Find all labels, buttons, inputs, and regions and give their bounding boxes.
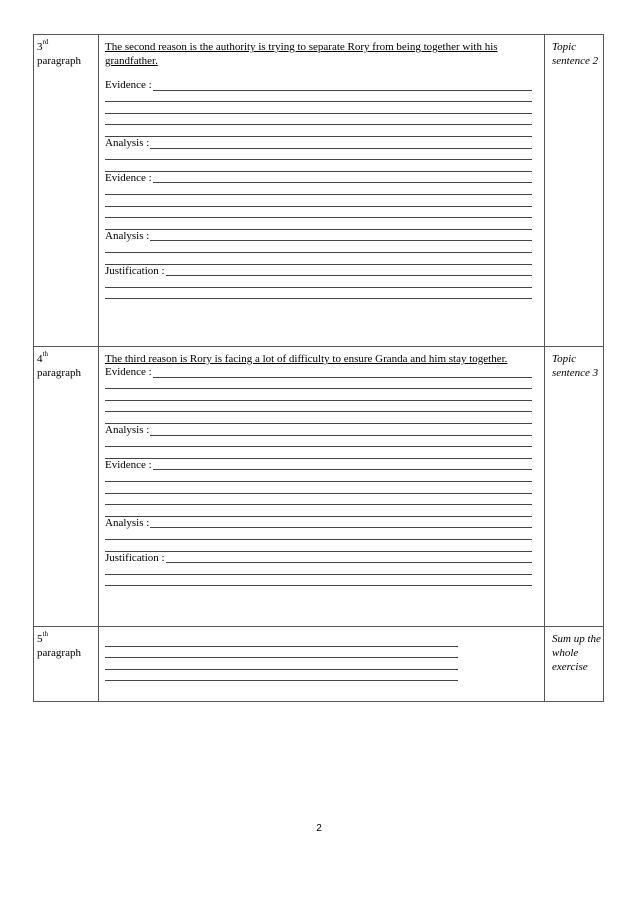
paragraph-label: paragraph <box>37 55 81 67</box>
evidence-answer-line[interactable] <box>105 79 532 91</box>
answer-line[interactable] <box>105 207 532 219</box>
writing-cell <box>99 347 545 627</box>
paragraph-ordinal: th <box>42 630 48 639</box>
evidence-label: Evidence : <box>105 458 152 471</box>
analysis-label: Analysis : <box>105 229 150 242</box>
answer-line[interactable] <box>105 494 532 506</box>
answer-line[interactable] <box>105 647 458 659</box>
paragraph-label: paragraph <box>37 367 81 379</box>
answer-line[interactable] <box>105 218 532 230</box>
answer-line[interactable] <box>105 540 532 552</box>
analysis-label: Analysis : <box>105 136 150 149</box>
writing-cell <box>99 627 545 702</box>
topic-note: Topic sentence 2 <box>552 41 599 67</box>
answer-line[interactable] <box>105 183 532 195</box>
answer-line[interactable] <box>105 658 458 670</box>
note-cell <box>545 347 604 627</box>
analysis-answer-line[interactable] <box>105 230 532 242</box>
answer-line[interactable] <box>105 470 532 482</box>
justification-answer-line[interactable] <box>105 265 532 277</box>
answer-line[interactable] <box>105 635 458 647</box>
answer-line[interactable] <box>105 378 532 390</box>
answer-line[interactable] <box>105 575 532 587</box>
answer-line[interactable] <box>105 288 532 300</box>
page-number: 2 <box>316 823 322 834</box>
answer-line[interactable] <box>105 114 532 126</box>
answer-line[interactable] <box>105 505 532 517</box>
paragraph-ordinal: rd <box>42 38 49 47</box>
answer-line[interactable] <box>105 276 532 288</box>
table-row <box>34 35 604 347</box>
topic-note: Topic sentence 3 <box>552 353 599 379</box>
analysis-label: Analysis : <box>105 516 150 529</box>
answer-line[interactable] <box>105 102 532 114</box>
paragraph-ordinal: th <box>42 350 48 359</box>
topic-sentence: The second reason is the authority is trying to separate Rory from being together with his grandfather. <box>105 41 498 67</box>
worksheet-table <box>33 34 604 702</box>
justification-answer-line[interactable] <box>105 552 532 564</box>
answer-line[interactable] <box>105 389 532 401</box>
evidence-label: Evidence : <box>105 366 152 378</box>
answer-line[interactable] <box>105 482 532 494</box>
answer-line[interactable] <box>105 149 532 161</box>
evidence-answer-line[interactable] <box>105 459 532 471</box>
topic-note: Sum up the whole exercise <box>552 633 601 673</box>
answer-line[interactable] <box>105 670 458 682</box>
table-row <box>34 347 604 627</box>
evidence-label: Evidence : <box>105 171 152 184</box>
answer-line[interactable] <box>105 160 532 172</box>
evidence-answer-line[interactable] <box>105 366 532 378</box>
note-cell <box>545 35 604 347</box>
answer-line[interactable] <box>105 563 532 575</box>
justification-label: Justification : <box>105 264 165 277</box>
answer-line[interactable] <box>105 401 532 413</box>
paragraph-cell <box>34 627 99 702</box>
paragraph-cell <box>34 35 99 347</box>
answer-line[interactable] <box>105 447 532 459</box>
answer-line[interactable] <box>105 125 532 137</box>
paragraph-number: 4 <box>37 353 43 365</box>
answer-line[interactable] <box>105 436 532 448</box>
table-row <box>34 627 604 702</box>
answer-line[interactable] <box>105 528 532 540</box>
answer-line[interactable] <box>105 195 532 207</box>
paragraph-number: 3 <box>37 41 43 53</box>
answer-line[interactable] <box>105 253 532 265</box>
answer-line[interactable] <box>105 241 532 253</box>
paragraph-label: paragraph <box>37 647 81 659</box>
topic-sentence: The third reason is Rory is facing a lot of difficulty to ensure Granda and him stay together. <box>105 353 508 365</box>
paragraph-number: 5 <box>37 633 43 645</box>
analysis-answer-line[interactable] <box>105 517 532 529</box>
justification-label: Justification : <box>105 551 165 564</box>
evidence-label: Evidence : <box>105 79 152 91</box>
answer-line[interactable] <box>105 412 532 424</box>
paragraph-cell <box>34 347 99 627</box>
answer-line[interactable] <box>105 91 532 103</box>
note-cell <box>545 627 604 702</box>
analysis-label: Analysis : <box>105 423 150 436</box>
analysis-answer-line[interactable] <box>105 137 532 149</box>
analysis-answer-line[interactable] <box>105 424 532 436</box>
writing-cell <box>99 35 545 347</box>
evidence-answer-line[interactable] <box>105 172 532 184</box>
